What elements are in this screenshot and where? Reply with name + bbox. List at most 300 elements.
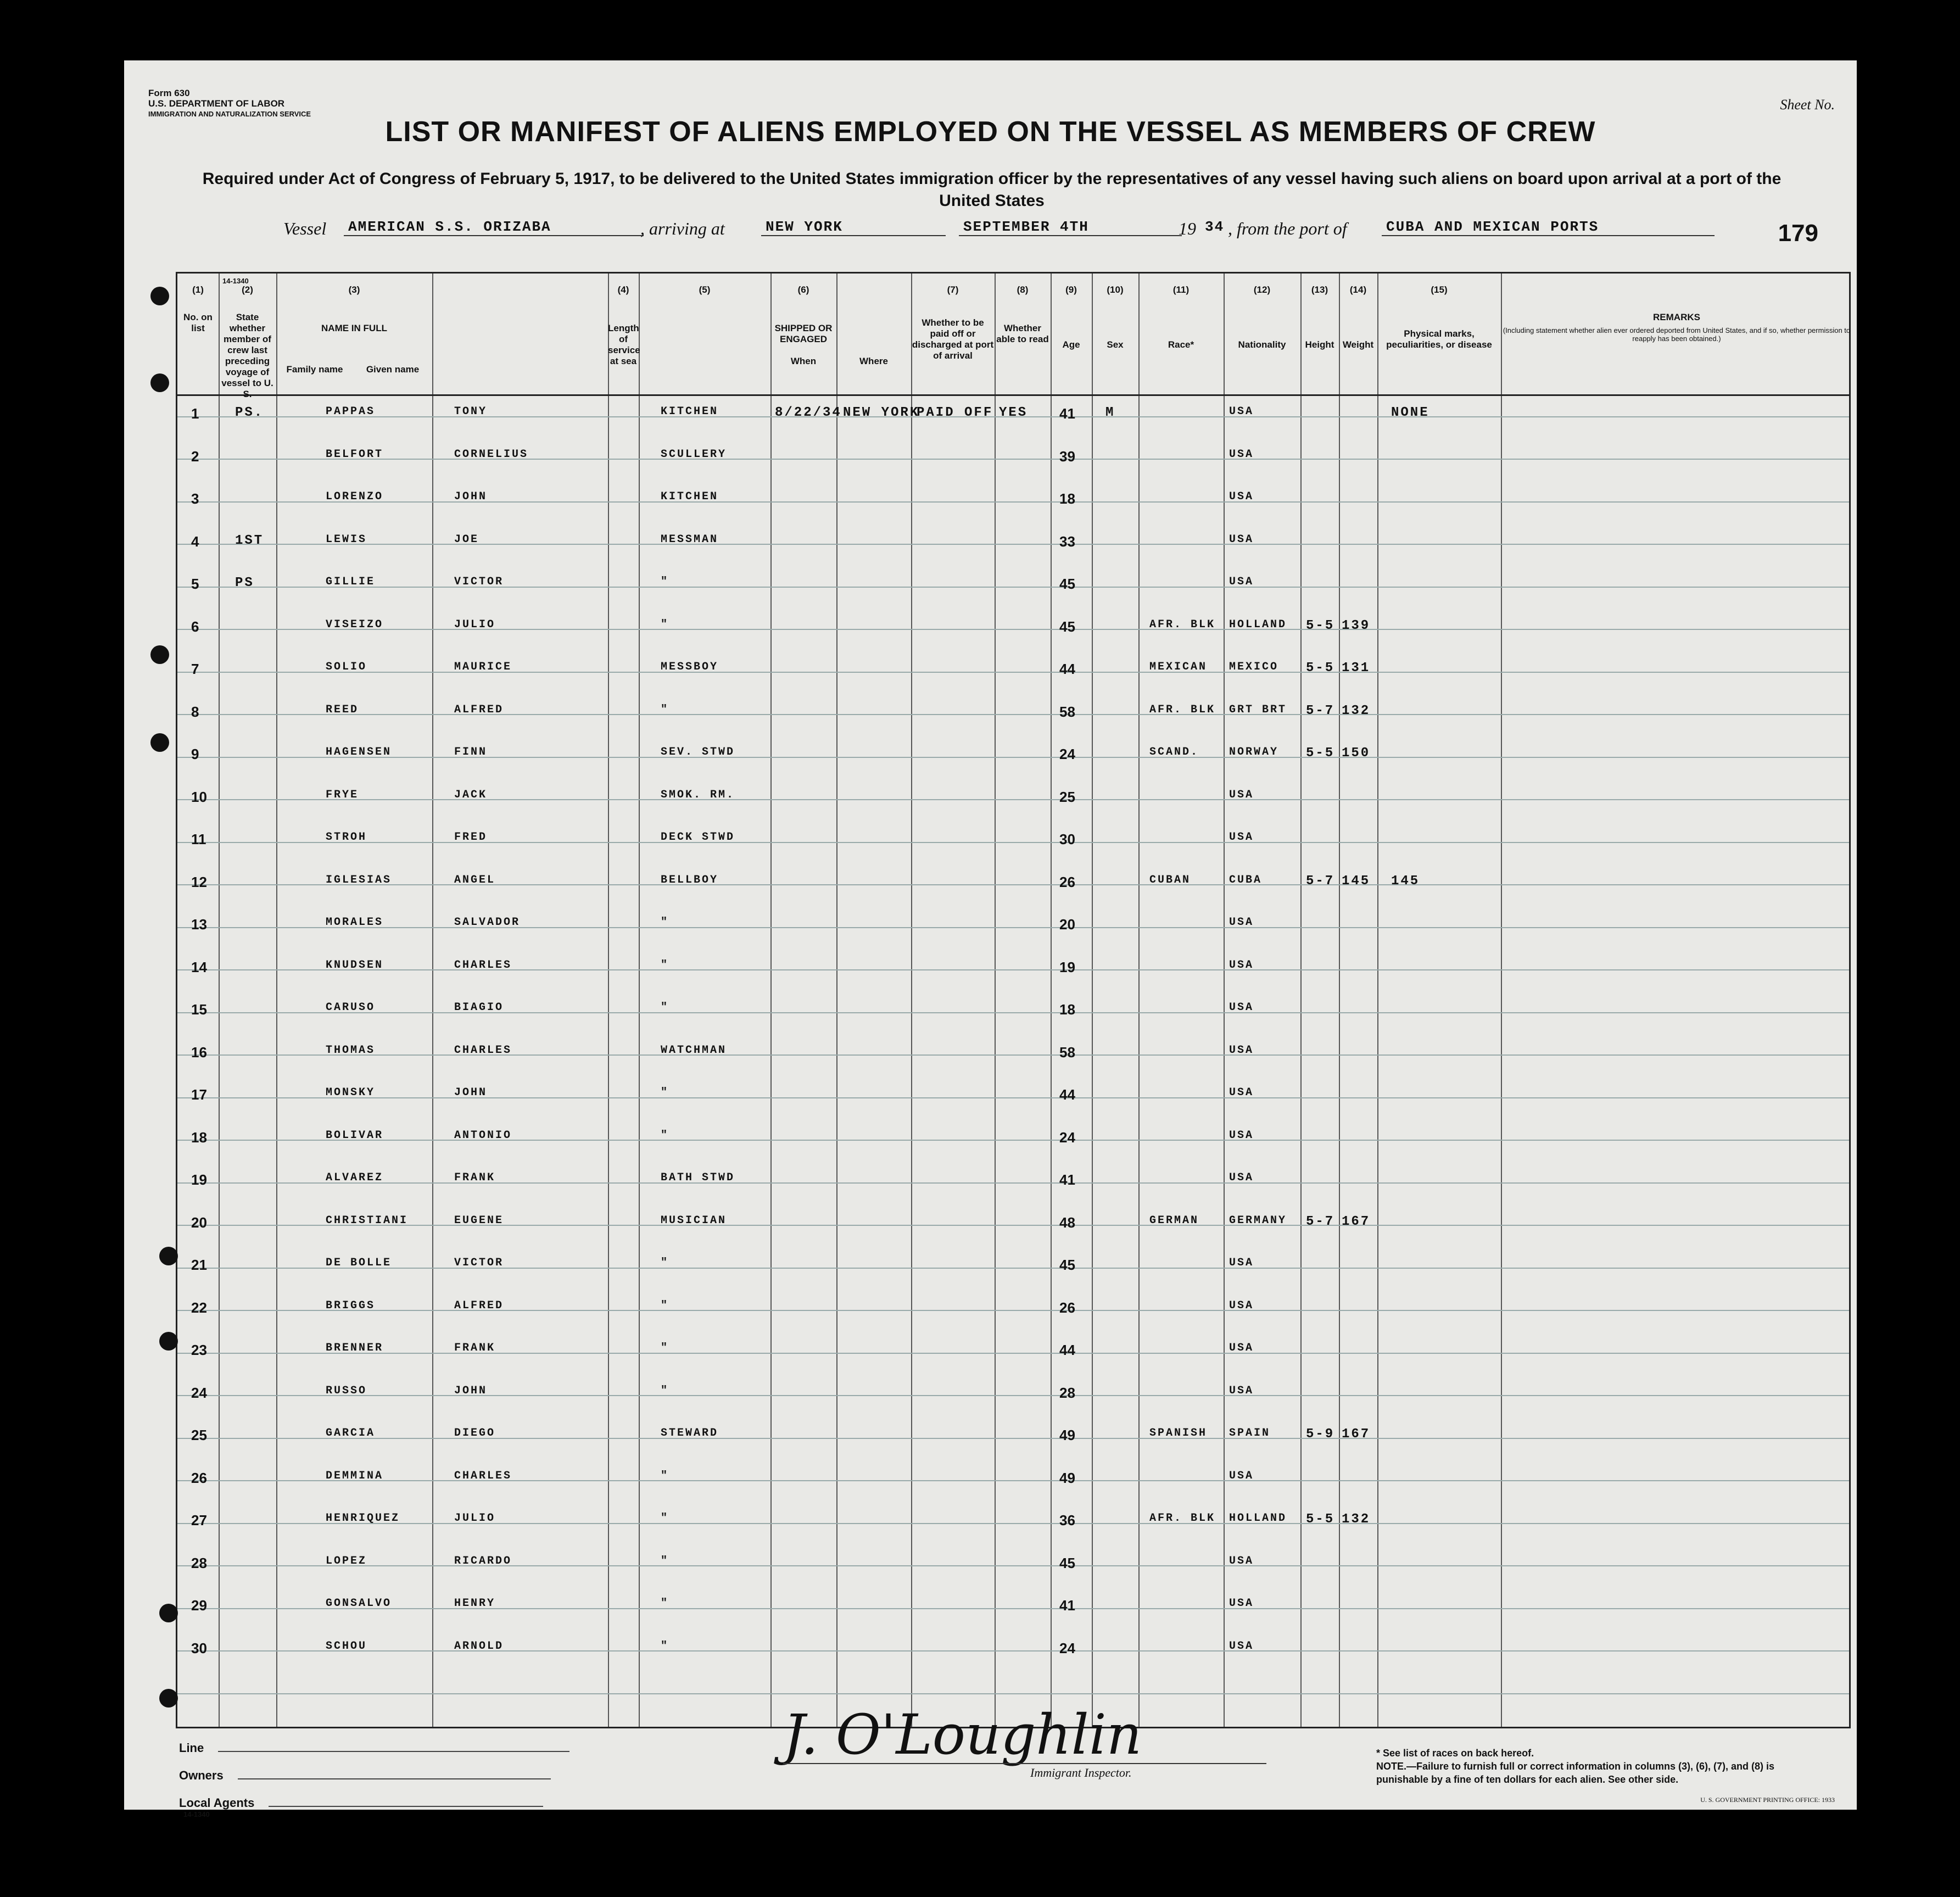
cell-nationality: USA bbox=[1229, 1384, 1254, 1397]
arrival-year: 34 bbox=[1205, 219, 1225, 235]
column-divider bbox=[432, 274, 433, 1727]
cell-position: " bbox=[661, 1001, 669, 1014]
cell-no: 14 bbox=[191, 958, 207, 975]
cell-family: SOLIO bbox=[326, 661, 367, 673]
header-c7-num: (7) bbox=[947, 284, 959, 295]
cell-position: MESSBOY bbox=[661, 661, 719, 673]
column-divider bbox=[1224, 274, 1225, 1727]
cell-height: 5-9 bbox=[1306, 1427, 1335, 1442]
cell-family: GARCIA bbox=[326, 1427, 376, 1440]
cell-family: BRIGGS bbox=[326, 1299, 376, 1312]
cell-no: 24 bbox=[191, 1384, 207, 1401]
cell-nationality: USA bbox=[1229, 831, 1254, 844]
cell-no: 20 bbox=[191, 1214, 207, 1231]
cell-position: " bbox=[661, 1554, 669, 1567]
cell-age: 44 bbox=[1059, 1342, 1075, 1358]
row-rule bbox=[177, 1310, 1849, 1311]
cell-age: 41 bbox=[1059, 1171, 1075, 1188]
cell-no: 3 bbox=[191, 490, 199, 507]
cell-nationality: MEXICO bbox=[1229, 661, 1279, 673]
header-c6a: When bbox=[790, 356, 817, 366]
cell-race: MEXICAN bbox=[1149, 661, 1208, 673]
row-rule bbox=[177, 1438, 1849, 1439]
cell-nationality: USA bbox=[1229, 1469, 1254, 1482]
column-divider bbox=[1501, 274, 1502, 1727]
local-agents-label: Local Agents bbox=[179, 1796, 543, 1810]
row-rule bbox=[177, 969, 1849, 970]
column-divider bbox=[770, 274, 772, 1727]
cell-height: 5-5 bbox=[1306, 618, 1335, 633]
cell-position: " bbox=[661, 1469, 669, 1482]
cell-no: 2 bbox=[191, 448, 199, 465]
page-title: LIST OR MANIFEST OF ALIENS EMPLOYED ON THE VESSEL AS MEMBERS OF CREW bbox=[385, 116, 1596, 148]
cell-given: JULIO bbox=[454, 618, 496, 631]
cell-nationality: USA bbox=[1229, 1597, 1254, 1610]
cell-family: ALVAREZ bbox=[326, 1171, 384, 1184]
cell-prev: 1ST bbox=[235, 533, 264, 548]
cell-family: HENRIQUEZ bbox=[326, 1512, 400, 1525]
cell-given: JOHN bbox=[454, 1384, 488, 1397]
cell-given: FINN bbox=[454, 746, 488, 758]
cell-no: 18 bbox=[191, 1129, 207, 1146]
cell-given: JACK bbox=[454, 788, 488, 801]
cell-given: JOHN bbox=[454, 490, 488, 503]
column-divider bbox=[276, 274, 277, 1727]
cell-nationality: USA bbox=[1229, 1554, 1254, 1567]
arrival-date: SEPTEMBER 4TH bbox=[959, 219, 1182, 236]
header-c9-num: (9) bbox=[1065, 284, 1077, 295]
crew-table bbox=[176, 272, 1851, 1728]
cell-race: CUBAN bbox=[1149, 873, 1191, 886]
cell-no: 26 bbox=[191, 1469, 207, 1486]
cell-nationality: SPAIN bbox=[1229, 1427, 1271, 1440]
cell-no: 9 bbox=[191, 746, 199, 762]
header-c8: Whether able to read bbox=[996, 323, 1049, 344]
sheet-number: 179 bbox=[1778, 220, 1818, 247]
header-c10: Sex bbox=[1107, 339, 1124, 350]
footnotes bbox=[1376, 1747, 1816, 1786]
column-divider bbox=[911, 274, 912, 1727]
cell-no: 13 bbox=[191, 916, 207, 933]
cell-given: FRED bbox=[454, 831, 488, 844]
cell-given: ARNOLD bbox=[454, 1639, 504, 1653]
header-c4: Length of service at sea bbox=[608, 323, 640, 366]
cell-family: MORALES bbox=[326, 916, 384, 929]
cell-age: 58 bbox=[1059, 703, 1075, 720]
cell-no: 27 bbox=[191, 1512, 207, 1528]
cell-given: RICARDO bbox=[454, 1554, 512, 1567]
vessel-name: AMERICAN S.S. ORIZABA bbox=[344, 219, 644, 236]
cell-nationality: USA bbox=[1229, 533, 1254, 546]
cell-position: " bbox=[661, 1342, 669, 1354]
cell-age: 25 bbox=[1059, 788, 1075, 805]
cell-marks: 145 bbox=[1391, 873, 1420, 889]
cell-no: 29 bbox=[191, 1597, 207, 1614]
cell-given: VICTOR bbox=[454, 1257, 504, 1269]
cell-nationality: USA bbox=[1229, 576, 1254, 588]
cell-nationality: USA bbox=[1229, 1001, 1254, 1014]
row-rule bbox=[177, 1480, 1849, 1481]
row-rule bbox=[177, 1225, 1849, 1226]
cell-family: BELFORT bbox=[326, 448, 384, 461]
cell-position: " bbox=[661, 1384, 669, 1397]
cell-no: 30 bbox=[191, 1639, 207, 1656]
header-c15: Physical marks, peculiarities, or disease bbox=[1386, 328, 1492, 350]
cell-race: GERMAN bbox=[1149, 1214, 1199, 1227]
cell-nationality: USA bbox=[1229, 958, 1254, 972]
cell-read: YES bbox=[999, 405, 1028, 420]
binder-hole bbox=[150, 645, 169, 664]
header-c11-num: (11) bbox=[1172, 284, 1190, 295]
race-footnote: * See list of races on back hereof. bbox=[1376, 1748, 1534, 1759]
cell-family: FRYE bbox=[326, 788, 359, 801]
row-rule bbox=[177, 757, 1849, 758]
cell-no: 8 bbox=[191, 703, 199, 720]
header-c2: State whether member of crew last preceding voyage of vessel to U. S. bbox=[221, 312, 273, 399]
cell-given: MAURICE bbox=[454, 661, 512, 673]
cell-family: IGLESIAS bbox=[326, 873, 392, 886]
signature-line bbox=[783, 1763, 1266, 1764]
cell-position: " bbox=[661, 1512, 669, 1525]
departure-ports: CUBA AND MEXICAN PORTS bbox=[1382, 219, 1715, 236]
cell-family: LOPEZ bbox=[326, 1554, 367, 1567]
cell-given: HENRY bbox=[454, 1597, 496, 1610]
cell-nationality: CUBA bbox=[1229, 873, 1263, 886]
column-divider bbox=[995, 274, 996, 1727]
cell-nationality: USA bbox=[1229, 1639, 1254, 1653]
cell-race: AFR. BLK bbox=[1149, 703, 1216, 716]
cell-where: NEW YORK bbox=[843, 405, 920, 420]
header-c14-num: (14) bbox=[1349, 284, 1367, 295]
row-rule bbox=[177, 1565, 1849, 1566]
row-rule bbox=[177, 799, 1849, 800]
cell-height: 5-5 bbox=[1306, 1512, 1335, 1527]
cell-position: DECK STWD bbox=[661, 831, 735, 844]
cell-family: GILLIE bbox=[326, 576, 376, 588]
header-c7: Whether to be paid off or discharged at port of arrival bbox=[912, 317, 994, 361]
owners-label: Owners bbox=[179, 1768, 551, 1783]
sheet-number-label: Sheet No. bbox=[1780, 97, 1835, 113]
column-divider bbox=[1300, 274, 1302, 1727]
page-subtitle: Required under Act of Congress of February 5, 1917, to be delivered to the United States immigration officer by the representatives of any vessel having such aliens on board upon arrival at a port of the United States bbox=[202, 170, 1782, 210]
row-rule bbox=[177, 1097, 1849, 1098]
cell-given: ANGEL bbox=[454, 873, 496, 886]
cell-given: BIAGIO bbox=[454, 1001, 504, 1014]
cell-no: 5 bbox=[191, 576, 199, 592]
cell-prev: PS bbox=[235, 576, 254, 590]
cell-age: 26 bbox=[1059, 1299, 1075, 1316]
row-rule bbox=[177, 714, 1849, 715]
cell-nationality: GRT BRT bbox=[1229, 703, 1287, 716]
year-prefix: 19 bbox=[1179, 219, 1196, 238]
manifest-sheet bbox=[124, 60, 1857, 1818]
cell-position: " bbox=[661, 1299, 669, 1312]
cell-nationality: USA bbox=[1229, 405, 1254, 418]
cell-age: 30 bbox=[1059, 831, 1075, 847]
cell-weight: 131 bbox=[1342, 661, 1371, 676]
column-divider bbox=[1092, 274, 1093, 1727]
cell-no: 17 bbox=[191, 1086, 207, 1103]
cell-age: 44 bbox=[1059, 661, 1075, 677]
cell-position: SMOK. RM. bbox=[661, 788, 735, 801]
cell-age: 18 bbox=[1059, 1001, 1075, 1018]
cell-age: 39 bbox=[1059, 448, 1075, 465]
cell-no: 22 bbox=[191, 1299, 207, 1316]
column-divider bbox=[1138, 274, 1140, 1727]
row-rule bbox=[177, 1693, 1849, 1694]
cell-family: THOMAS bbox=[326, 1044, 376, 1057]
cell-age: 24 bbox=[1059, 1639, 1075, 1656]
cell-age: 18 bbox=[1059, 490, 1075, 507]
cell-position: " bbox=[661, 1639, 669, 1653]
cell-age: 36 bbox=[1059, 1512, 1075, 1528]
column-divider bbox=[639, 274, 640, 1727]
row-rule bbox=[177, 927, 1849, 928]
inspector-label: Immigrant Inspector. bbox=[1030, 1766, 1132, 1779]
cell-position: " bbox=[661, 1129, 669, 1142]
cell-nationality: USA bbox=[1229, 1086, 1254, 1099]
cell-position: " bbox=[661, 916, 669, 929]
row-rule bbox=[177, 672, 1849, 673]
cell-age: 33 bbox=[1059, 533, 1075, 550]
arriving-label: , arriving at bbox=[640, 219, 725, 238]
row-rule bbox=[177, 842, 1849, 843]
cell-nationality: USA bbox=[1229, 788, 1254, 801]
header-c6: SHIPPED OR ENGAGED bbox=[774, 323, 833, 344]
header-c12: Nationality bbox=[1238, 339, 1286, 350]
binder-hole bbox=[159, 1604, 178, 1622]
column-divider bbox=[219, 274, 220, 1727]
cell-position: " bbox=[661, 1597, 669, 1610]
cell-no: 25 bbox=[191, 1427, 207, 1443]
header-c3-num: (3) bbox=[348, 284, 360, 295]
cell-position: " bbox=[661, 576, 669, 588]
header-c6b: Where bbox=[859, 356, 888, 366]
cell-age: 19 bbox=[1059, 958, 1075, 975]
form-header-block bbox=[148, 88, 311, 119]
cell-given: SALVADOR bbox=[454, 916, 521, 929]
cell-weight: 167 bbox=[1342, 1214, 1371, 1229]
row-rule bbox=[177, 629, 1849, 630]
row-rule bbox=[177, 884, 1849, 885]
row-rule bbox=[177, 501, 1849, 503]
cell-given: CORNELIUS bbox=[454, 448, 529, 461]
cell-given: FRANK bbox=[454, 1171, 496, 1184]
cell-no: 1 bbox=[191, 405, 199, 422]
cell-position: " bbox=[661, 618, 669, 631]
cell-given: CHARLES bbox=[454, 1469, 512, 1482]
header-c9: Age bbox=[1062, 339, 1080, 350]
cell-family: CHRISTIANI bbox=[326, 1214, 409, 1227]
cell-height: 5-7 bbox=[1306, 1214, 1335, 1229]
cell-nationality: HOLLAND bbox=[1229, 1512, 1287, 1525]
header-remarks: REMARKS bbox=[1653, 312, 1700, 322]
cell-age: 58 bbox=[1059, 1044, 1075, 1061]
cell-position: MESSMAN bbox=[661, 533, 719, 546]
binder-hole bbox=[150, 373, 169, 392]
header-c1-num: (1) bbox=[192, 284, 204, 295]
cell-no: 19 bbox=[191, 1171, 207, 1188]
cell-position: BATH STWD bbox=[661, 1171, 735, 1184]
cell-family: LEWIS bbox=[326, 533, 367, 546]
header-c13: Height bbox=[1305, 339, 1334, 350]
line-label: Line bbox=[179, 1741, 569, 1755]
binder-hole bbox=[159, 1247, 178, 1265]
header-c3b: Given name bbox=[366, 364, 420, 375]
header-c5-num: (5) bbox=[699, 284, 711, 295]
column-divider bbox=[1339, 274, 1340, 1727]
binder-hole bbox=[150, 287, 169, 305]
header-c6-num: (6) bbox=[797, 284, 809, 295]
header-c10-num: (10) bbox=[1107, 284, 1124, 295]
cell-age: 26 bbox=[1059, 873, 1075, 890]
printer-imprint: U. S. GOVERNMENT PRINTING OFFICE: 1933 bbox=[1700, 1796, 1835, 1804]
row-rule bbox=[177, 1523, 1849, 1524]
cell-nationality: USA bbox=[1229, 1299, 1254, 1312]
row-rule bbox=[177, 587, 1849, 588]
row-rule bbox=[177, 1268, 1849, 1269]
cell-age: 44 bbox=[1059, 1086, 1075, 1103]
cell-age: 45 bbox=[1059, 1257, 1075, 1273]
cell-position: STEWARD bbox=[661, 1427, 719, 1440]
row-rule bbox=[177, 1182, 1849, 1184]
cell-position: KITCHEN bbox=[661, 405, 719, 418]
department-name: U.S. DEPARTMENT OF LABOR bbox=[148, 98, 285, 109]
cell-race: SCAND. bbox=[1149, 746, 1199, 758]
cell-family: STROH bbox=[326, 831, 367, 844]
cell-age: 45 bbox=[1059, 576, 1075, 592]
cell-position: " bbox=[661, 1257, 669, 1269]
cell-height: 5-7 bbox=[1306, 703, 1335, 718]
cell-given: EUGENE bbox=[454, 1214, 504, 1227]
cell-weight: 145 bbox=[1342, 873, 1371, 889]
cell-nationality: USA bbox=[1229, 448, 1254, 461]
cell-when: 8/22/34 bbox=[775, 405, 842, 420]
cell-position: KITCHEN bbox=[661, 490, 719, 503]
cell-family: CARUSO bbox=[326, 1001, 376, 1014]
cell-family: VISEIZO bbox=[326, 618, 384, 631]
cell-weight: 150 bbox=[1342, 746, 1371, 761]
header-c1: No. on list bbox=[183, 312, 213, 333]
from-label: , from the port of bbox=[1228, 219, 1347, 238]
binder-hole bbox=[150, 733, 169, 752]
cell-given: VICTOR bbox=[454, 576, 504, 588]
cell-height: 5-5 bbox=[1306, 746, 1335, 761]
cell-family: RUSSO bbox=[326, 1384, 367, 1397]
cell-nationality: USA bbox=[1229, 1171, 1254, 1184]
cell-marks: NONE bbox=[1391, 405, 1429, 420]
cell-weight: 132 bbox=[1342, 1512, 1371, 1527]
cell-family: REED bbox=[326, 703, 359, 716]
cell-family: GONSALVO bbox=[326, 1597, 392, 1610]
cell-age: 20 bbox=[1059, 916, 1075, 933]
row-rule bbox=[177, 1395, 1849, 1396]
row-rule bbox=[177, 1353, 1849, 1354]
cell-no: 28 bbox=[191, 1554, 207, 1571]
code-mark: 14-1340 bbox=[222, 277, 249, 285]
cell-given: CHARLES bbox=[454, 1044, 512, 1057]
column-divider bbox=[608, 274, 609, 1727]
cell-age: 28 bbox=[1059, 1384, 1075, 1401]
header-divider bbox=[177, 394, 1849, 396]
column-divider bbox=[1377, 274, 1378, 1727]
cell-weight: 167 bbox=[1342, 1427, 1371, 1442]
cell-age: 49 bbox=[1059, 1469, 1075, 1486]
cell-position: " bbox=[661, 1086, 669, 1099]
cell-paid: PAID OFF bbox=[917, 405, 993, 420]
cell-family: KNUDSEN bbox=[326, 958, 384, 972]
cell-age: 45 bbox=[1059, 1554, 1075, 1571]
cell-age: 41 bbox=[1059, 1597, 1075, 1614]
binder-hole bbox=[159, 1689, 178, 1708]
cell-nationality: USA bbox=[1229, 490, 1254, 503]
header-c3a: Family name bbox=[286, 364, 343, 375]
cell-no: 11 bbox=[191, 831, 206, 847]
cell-nationality: USA bbox=[1229, 1044, 1254, 1057]
cell-position: WATCHMAN bbox=[661, 1044, 727, 1057]
cell-no: 12 bbox=[191, 873, 207, 890]
cell-given: FRANK bbox=[454, 1342, 496, 1354]
vessel-label: Vessel bbox=[283, 219, 327, 238]
cell-position: MUSICIAN bbox=[661, 1214, 727, 1227]
row-rule bbox=[177, 1012, 1849, 1013]
header-c15-num: (15) bbox=[1431, 284, 1448, 295]
cell-age: 45 bbox=[1059, 618, 1075, 635]
inspector-signature: J. O'Loughlin bbox=[783, 1703, 1142, 1767]
cell-nationality: USA bbox=[1229, 916, 1254, 929]
cell-age: 49 bbox=[1059, 1427, 1075, 1443]
cell-given: ANTONIO bbox=[454, 1129, 512, 1142]
row-rule bbox=[177, 1140, 1849, 1141]
header-c4-num: (4) bbox=[617, 284, 629, 295]
cell-given: JULIO bbox=[454, 1512, 496, 1525]
cell-age: 24 bbox=[1059, 746, 1075, 762]
cell-no: 15 bbox=[191, 1001, 207, 1018]
cell-nationality: NORWAY bbox=[1229, 746, 1279, 758]
cell-no: 10 bbox=[191, 788, 207, 805]
cell-no: 7 bbox=[191, 661, 199, 677]
cell-position: SEV. STWD bbox=[661, 746, 735, 758]
cell-sex: M bbox=[1105, 405, 1115, 420]
cell-no: 6 bbox=[191, 618, 199, 635]
cell-race: SPANISH bbox=[1149, 1427, 1208, 1440]
cell-family: MONSKY bbox=[326, 1086, 376, 1099]
cell-weight: 139 bbox=[1342, 618, 1371, 633]
cell-position: BELLBOY bbox=[661, 873, 719, 886]
header-remarks-note: (Including statement whether alien ever ordered deported from United States, and if so, whether permission to reapply has been obtained.) bbox=[1503, 326, 1851, 343]
cell-race: AFR. BLK bbox=[1149, 618, 1216, 631]
cell-family: BRENNER bbox=[326, 1342, 384, 1354]
cell-given: ALFRED bbox=[454, 1299, 504, 1312]
agents-code: 14-1340 bbox=[183, 1810, 210, 1818]
cell-no: 4 bbox=[191, 533, 199, 550]
arrival-port: NEW YORK bbox=[761, 219, 946, 236]
cell-age: 41 bbox=[1059, 405, 1075, 422]
row-rule bbox=[177, 544, 1849, 545]
binder-hole bbox=[159, 1332, 178, 1351]
cell-weight: 132 bbox=[1342, 703, 1371, 718]
header-c14: Weight bbox=[1342, 339, 1374, 350]
cell-age: 48 bbox=[1059, 1214, 1075, 1231]
column-divider bbox=[1051, 274, 1052, 1727]
cell-prev: PS. bbox=[235, 405, 264, 420]
cell-age: 24 bbox=[1059, 1129, 1075, 1146]
cell-given: JOHN bbox=[454, 1086, 488, 1099]
cell-given: DIEGO bbox=[454, 1427, 496, 1440]
cell-position: " bbox=[661, 703, 669, 716]
cell-no: 16 bbox=[191, 1044, 207, 1061]
header-c12-num: (12) bbox=[1253, 284, 1271, 295]
